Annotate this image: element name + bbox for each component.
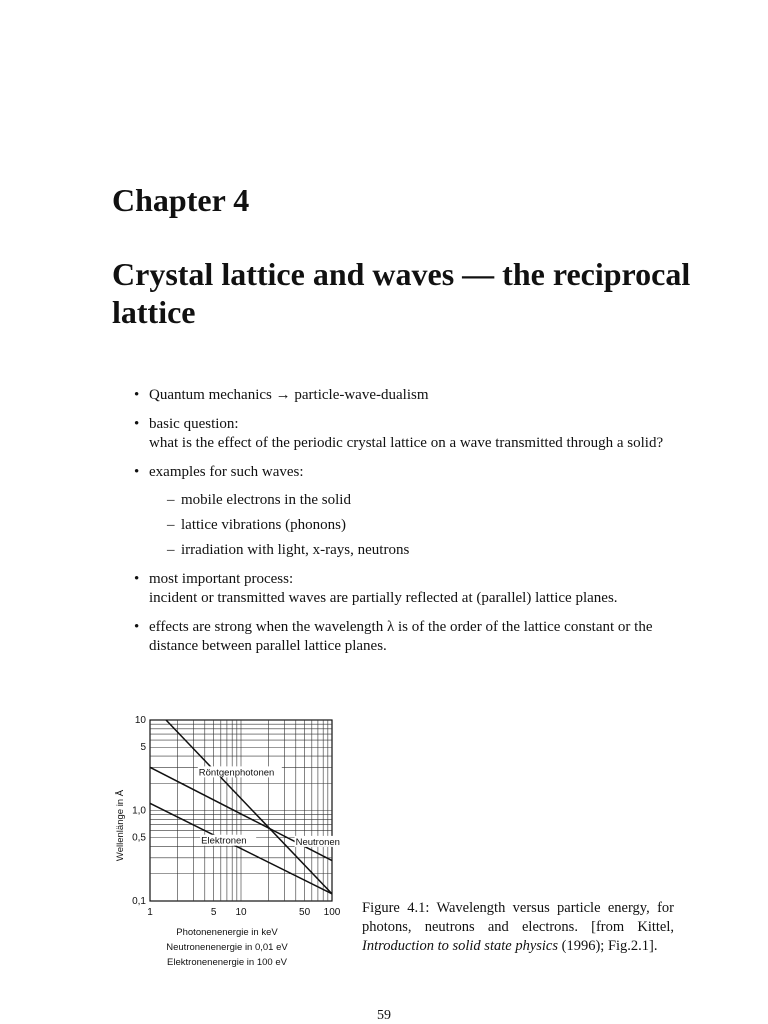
bullet-text: basic question: what is the effect of the periodic crystal lattice on a wave transmitted through a solid? xyxy=(149,416,664,451)
figure-caption xyxy=(362,899,674,956)
bullet-dot: • xyxy=(134,464,140,480)
bullet-text: examples for such waves: xyxy=(149,464,304,480)
bullet-dot: • xyxy=(134,571,140,587)
x-axis-label: Elektronenenergie in 100 eV xyxy=(167,957,287,968)
bullet-dot: • xyxy=(134,619,140,635)
sub-item-text: lattice vibrations (phonons) xyxy=(181,517,346,533)
series-label: Röntgenphotonen xyxy=(198,767,275,779)
bullet-item xyxy=(112,463,682,560)
bullet-text: Quantum mechanics → particle-wave-dualism xyxy=(149,387,429,403)
bullet-dot: • xyxy=(134,387,140,403)
y-tick-label: 10 xyxy=(134,715,146,726)
sub-item: – mobile electrons in the solid xyxy=(167,492,351,508)
y-tick-label: 0,1 xyxy=(132,896,146,907)
caption-text: Wavelength versus particle energy, for photons, neutrons and electrons. [from Kittel, xyxy=(362,900,674,935)
series-label: Neutronen xyxy=(295,836,340,848)
bullet-item xyxy=(112,386,682,405)
bullet-list xyxy=(112,386,682,666)
bullet-text: most important process: incident or transmitted waves are partially reflected at (parallel) lattice planes. xyxy=(149,571,618,606)
x-axis-label: Photonenenergie in keV xyxy=(176,927,278,938)
bullet-item xyxy=(112,570,682,608)
wavelength-energy-chart xyxy=(108,710,358,970)
chapter-title: Crystal lattice and waves — the reciprocal lattice xyxy=(112,256,691,330)
x-axis-label: Neutronenenergie in 0,01 eV xyxy=(166,942,288,953)
y-axis-label: Wellenlänge in Å xyxy=(115,789,126,862)
page-number: 59 xyxy=(377,1008,391,1023)
x-tick-label: 50 xyxy=(299,907,311,918)
sub-list xyxy=(149,491,682,560)
y-tick-label: 5 xyxy=(140,742,146,754)
caption-book-title: Introduction to solid state physics xyxy=(362,938,559,954)
chapter-label: Chapter 4 xyxy=(112,182,250,218)
x-tick-label: 1 xyxy=(147,907,153,918)
series-label: Elektronen xyxy=(201,835,247,847)
sub-item: – irradiation with light, x-rays, neutrons xyxy=(167,542,410,558)
x-tick-label: 100 xyxy=(323,907,341,918)
bullet-item xyxy=(112,618,682,656)
chart-grid xyxy=(150,720,332,901)
sub-item: – lattice vibrations (phonons) xyxy=(167,517,346,533)
sub-item-text: mobile electrons in the solid xyxy=(181,492,351,508)
chart-tick-labels xyxy=(132,715,341,918)
caption-text-end: (1996); Fig.2.1]. xyxy=(561,938,658,954)
bullet-item xyxy=(112,415,682,453)
caption-label: Figure 4.1: xyxy=(362,900,430,916)
bullet-dot: • xyxy=(134,416,140,432)
y-tick-label: 1,0 xyxy=(132,805,146,817)
x-tick-label: 5 xyxy=(210,907,217,918)
sub-item-text: irradiation with light, x-rays, neutrons xyxy=(181,542,410,558)
y-tick-label: 0,5 xyxy=(132,832,146,844)
series-line xyxy=(166,720,332,894)
x-tick-label: 10 xyxy=(235,907,247,918)
bullet-text: effects are strong when the wavelength λ is of the order of the lattice constant or the distance between parallel lattice planes. xyxy=(149,619,653,654)
